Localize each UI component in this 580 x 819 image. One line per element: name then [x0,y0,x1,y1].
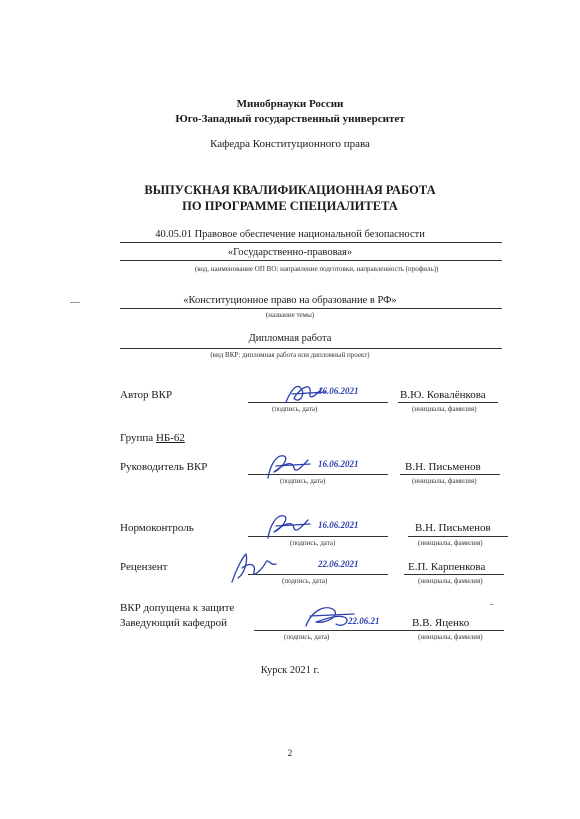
reviewer-sign-date: 22.06.2021 [318,559,359,569]
group-value: НБ-62 [155,432,185,444]
author-sign-date: 16.06.2021 [318,386,359,396]
author-name-line [398,402,498,403]
normcontrol-name-caption: (инициалы, фамилия) [418,539,483,547]
normcontrol-label: Нормоконтроль [120,522,194,534]
reviewer-label: Рецензент [120,561,168,573]
title-line-1: ВЫПУСКНАЯ КВАЛИФИКАЦИОННАЯ РАБОТА [144,183,436,197]
author-name: В.Ю. Ковалёнкова [400,389,486,401]
topic-caption: (название темы) [265,311,315,319]
title-line-2: ПО ПРОГРАММЕ СПЕЦИАЛИТЕТА [182,199,398,213]
author-sign-caption: (подпись, дата) [272,405,318,413]
head-name-line [404,630,504,631]
group-label [120,432,185,444]
city-year: Курск 2021 г. [260,665,320,676]
page-number: 2 [287,748,293,758]
supervisor-label: Руководитель ВКР [120,461,208,473]
supervisor-sign-date: 16.06.2021 [318,459,359,469]
head-label: Заведующий кафедрой [120,617,227,629]
reviewer-signature [226,548,282,588]
head-sign-date: 22.06.21 [348,616,380,626]
normcontrol-name-line [408,536,508,537]
program-profile-underline [120,260,502,261]
supervisor-name: В.Н. Письменов [405,461,481,473]
author-name-caption: (инициалы, фамилия) [412,405,477,413]
program-profile: «Государственно-правовая» [227,247,353,258]
supervisor-name-caption: (инициалы, фамилия) [412,477,477,485]
work-type-text: Дипломная работа [248,333,332,344]
head-name: В.В. Яценко [412,617,470,629]
normcontrol-sign-date: 16.06.2021 [318,520,359,530]
work-type-underline [120,348,502,349]
supervisor-name-line [400,474,500,475]
reviewer-name-caption: (инициалы, фамилия) [418,577,483,585]
ministry-line: Минобрнауки России [236,98,344,110]
reviewer-name-line [404,574,504,575]
program-code-name: 40.05.01 Правовое обеспечение национальной безопасности [155,229,425,240]
author-label: Автор ВКР [120,389,173,401]
group-label-text: Группа [120,432,154,444]
reviewer-sign-caption: (подпись, дата) [282,577,328,585]
head-name-caption: (инициалы, фамилия) [418,633,483,641]
scan-mark-left [70,302,80,303]
program-caption: (код, наименование ОП ВО: направление подготовки, направленность (профиль)) [195,265,439,273]
admission-label: ВКР допущена к защите [120,602,235,614]
supervisor-sign-caption: (подпись, дата) [280,477,326,485]
topic-text: «Конституционное право на образование в РФ» [183,295,397,306]
program-code-underline [120,242,502,243]
reviewer-name: Е.П. Карпенкова [408,561,486,573]
normcontrol-sign-caption: (подпись, дата) [290,539,336,547]
work-type-caption: (вид ВКР: дипломная работа или дипломный проект) [210,351,370,359]
topic-underline [120,308,502,309]
normcontrol-name: В.Н. Письменов [415,522,491,534]
scan-mark-right [490,604,493,605]
head-sign-caption: (подпись, дата) [284,633,330,641]
department-line: Кафедра Конституционного права [210,138,370,150]
university-line: Юго-Западный государственный университет [175,113,405,125]
